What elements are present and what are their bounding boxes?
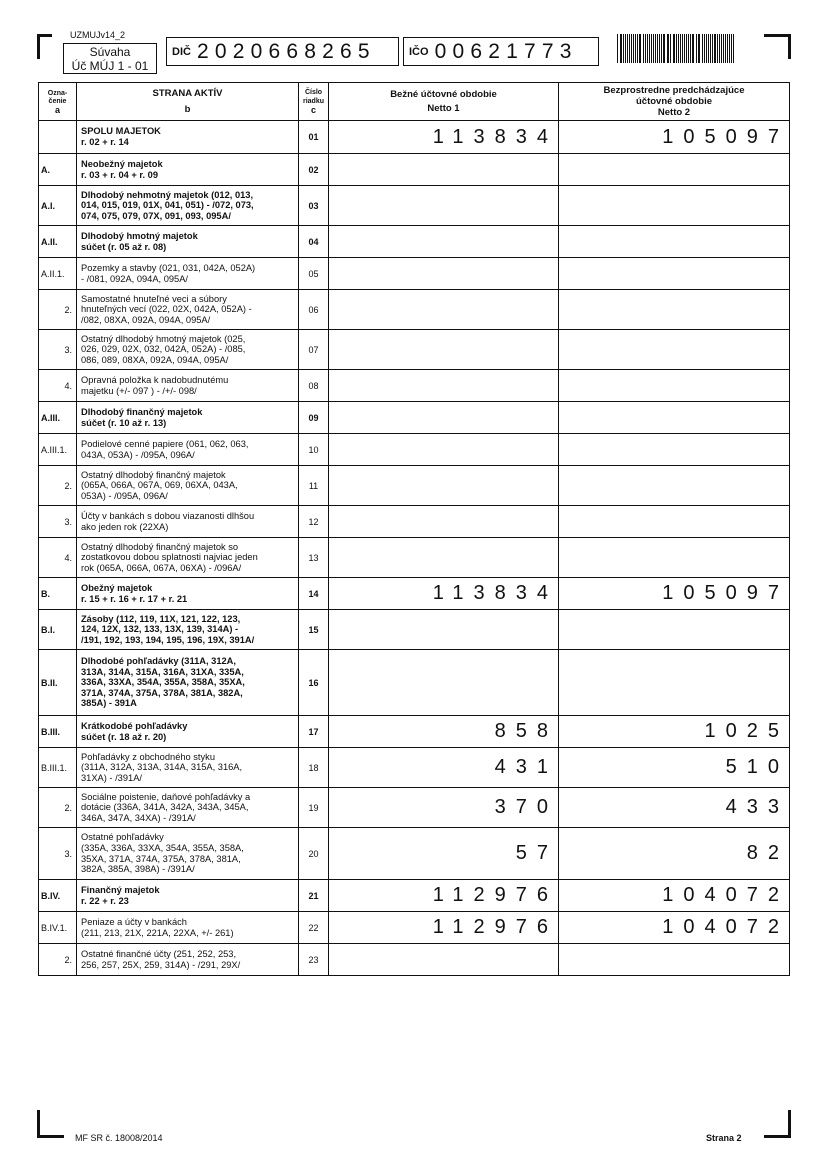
row-number: 07 [299, 330, 329, 370]
row-number: 19 [299, 788, 329, 828]
row-description: Ostatný dlhodobý finančný majetok (065A, 066A, 067A, 069, 06XA, 043A, 053A) - /095A, 096A/ [77, 466, 299, 506]
value-current-period[interactable] [329, 650, 559, 716]
value-prior-period[interactable] [559, 154, 790, 186]
row-number: 17 [299, 716, 329, 748]
table-row [39, 880, 790, 912]
row-number: 01 [299, 121, 329, 154]
row-number: 20 [299, 828, 329, 880]
row-number: 22 [299, 912, 329, 944]
row-description: Ostatný dlhodobý hmotný majetok (025, 026, 029, 02X, 032, 042A, 052A) - /085, 086, 089, 08XA, 092A, 094A, 095A/ [77, 330, 299, 370]
value-prior-period[interactable]: 510 [559, 748, 790, 788]
row-mark: A.III. [39, 402, 77, 434]
barcode-bar [617, 34, 618, 63]
table-row [39, 788, 790, 828]
value-prior-period[interactable] [559, 466, 790, 506]
value-prior-period[interactable] [559, 506, 790, 538]
barcode-bar [670, 34, 671, 63]
table-row [39, 370, 790, 402]
barcode-bar [699, 34, 700, 63]
row-description: Účty v bankách s dobou viazanosti dlhšou ako jeden rok (22XA) [77, 506, 299, 538]
barcode-bar [651, 34, 652, 63]
row-mark: 2. [39, 788, 77, 828]
row-number: 21 [299, 880, 329, 912]
ico-box [403, 37, 599, 66]
value-current-period[interactable] [329, 330, 559, 370]
corner-mark-top-right [764, 34, 791, 59]
row-mark: 2. [39, 290, 77, 330]
row-description: Zásoby (112, 119, 11X, 121, 122, 123, 124, 12X, 132, 133, 13X, 139, 314A) - /191, 192, 193, 194, 195, 196, 19X, 391A/ [77, 610, 299, 650]
row-description: Dlhodobé pohľadávky (311A, 312A, 313A, 314A, 315A, 316A, 31XA, 335A, 336A, 33XA, 354A, 355A, 358A, 35XA, 371A, 374A, 375A, 378A, 381A, 382A, 385A) - 391A [77, 650, 299, 716]
table-row [39, 434, 790, 466]
barcode-bar [631, 34, 632, 63]
col-header-current: Bežné účtovné obdobie Netto 1 [329, 83, 559, 121]
corner-mark-top-left [37, 34, 52, 59]
row-description: Sociálne poistenie, daňové pohľadávky a dotácie (336A, 341A, 342A, 343A, 345A, 346A, 347A, 34XA) - /391A/ [77, 788, 299, 828]
barcode-bar [693, 34, 694, 63]
assets-table [38, 82, 790, 976]
table-row [39, 716, 790, 748]
dic-box [166, 37, 399, 66]
footer-page-number: Strana 2 [706, 1133, 742, 1143]
table-header-row [39, 83, 790, 121]
row-mark: B.IV.1. [39, 912, 77, 944]
value-current-period[interactable] [329, 370, 559, 402]
barcode [617, 34, 735, 63]
sheet-title-box [63, 43, 157, 74]
barcode-bar [625, 34, 626, 63]
row-number: 15 [299, 610, 329, 650]
corner-mark-bottom-left [37, 1110, 64, 1138]
value-current-period[interactable] [329, 226, 559, 258]
form-code: UZMUJv14_2 [70, 30, 126, 40]
row-mark: B.III.1. [39, 748, 77, 788]
row-mark [39, 121, 77, 154]
table-row [39, 650, 790, 716]
row-mark: 2. [39, 944, 77, 976]
row-description: Opravná položka k nadobudnutému majetku (+/- 097 ) - /+/- 098/ [77, 370, 299, 402]
row-mark: A.I. [39, 186, 77, 226]
row-number: 14 [299, 578, 329, 610]
row-number: 05 [299, 258, 329, 290]
row-number: 18 [299, 748, 329, 788]
table-row [39, 912, 790, 944]
row-number: 08 [299, 370, 329, 402]
value-current-period[interactable] [329, 610, 559, 650]
table-row [39, 226, 790, 258]
value-prior-period[interactable] [559, 226, 790, 258]
barcode-bar [643, 34, 644, 63]
row-mark: 3. [39, 330, 77, 370]
table-row [39, 402, 790, 434]
col-header-mark: Ozna- čenie a [39, 83, 77, 121]
value-prior-period[interactable]: 104072 [559, 880, 790, 912]
table-row [39, 186, 790, 226]
barcode-bar [702, 34, 703, 63]
value-prior-period[interactable]: 1025 [559, 716, 790, 748]
value-prior-period[interactable]: 82 [559, 828, 790, 880]
value-prior-period[interactable] [559, 290, 790, 330]
row-number: 06 [299, 290, 329, 330]
row-mark: 3. [39, 828, 77, 880]
sheet-title-line1: Súvaha [89, 45, 131, 59]
row-description: Dlhodobý nehmotný majetok (012, 013, 014, 015, 019, 01X, 041, 051) - /072, 073, 074, 075, 079, 07X, 091, 093, 095A/ [77, 186, 299, 226]
table-row [39, 154, 790, 186]
value-current-period[interactable] [329, 290, 559, 330]
col-header-title: STRANA AKTÍV b [77, 83, 299, 121]
row-mark: B. [39, 578, 77, 610]
value-current-period[interactable]: 112976 [329, 912, 559, 944]
value-prior-period[interactable] [559, 186, 790, 226]
value-prior-period[interactable] [559, 650, 790, 716]
value-prior-period[interactable] [559, 402, 790, 434]
footer-reference: MF SR č. 18008/2014 [75, 1133, 163, 1143]
value-current-period[interactable]: 112976 [329, 880, 559, 912]
row-mark: B.III. [39, 716, 77, 748]
value-current-period[interactable] [329, 538, 559, 578]
table-row [39, 538, 790, 578]
value-prior-period[interactable] [559, 370, 790, 402]
barcode-bar [640, 34, 641, 63]
value-prior-period[interactable] [559, 330, 790, 370]
row-description: Samostatné hnuteľné veci a súbory hnuteľných vecí (022, 02X, 042A, 052A) - /082, 08XA, 092A, 094A, 095A/ [77, 290, 299, 330]
row-number: 12 [299, 506, 329, 538]
row-mark: B.I. [39, 610, 77, 650]
value-prior-period[interactable] [559, 538, 790, 578]
barcode-bar [657, 34, 658, 63]
row-number: 23 [299, 944, 329, 976]
table-row [39, 828, 790, 880]
table-row [39, 610, 790, 650]
value-prior-period[interactable] [559, 610, 790, 650]
table-row [39, 290, 790, 330]
row-mark: B.II. [39, 650, 77, 716]
row-mark: B.IV. [39, 880, 77, 912]
corner-mark-bottom-right [764, 1110, 791, 1138]
row-mark: 4. [39, 370, 77, 402]
table-row [39, 578, 790, 610]
barcode-bar [710, 34, 711, 63]
value-current-period[interactable] [329, 434, 559, 466]
row-number: 02 [299, 154, 329, 186]
value-prior-period[interactable]: 105097 [559, 121, 790, 154]
row-number: 16 [299, 650, 329, 716]
row-mark: 3. [39, 506, 77, 538]
table-row [39, 330, 790, 370]
table-row [39, 121, 790, 154]
table-row [39, 944, 790, 976]
table-row [39, 258, 790, 290]
value-current-period[interactable]: 113834 [329, 121, 559, 154]
row-number: 03 [299, 186, 329, 226]
barcode-bar [731, 34, 732, 63]
value-current-period[interactable]: 113834 [329, 578, 559, 610]
row-description: Pozemky a stavby (021, 031, 042A, 052A) - /081, 092A, 094A, 095A/ [77, 258, 299, 290]
row-number: 13 [299, 538, 329, 578]
barcode-bar [680, 34, 681, 63]
barcode-bar [725, 34, 726, 63]
row-description: Ostatné pohľadávky (335A, 336A, 33XA, 354A, 355A, 358A, 35XA, 371A, 374A, 375A, 378A, 381A, 382A, 385A, 398A) - /391A/ [77, 828, 299, 880]
value-current-period[interactable] [329, 154, 559, 186]
row-description: Ostatné finančné účty (251, 252, 253, 256, 257, 25X, 259, 314A) - /291, 29X/ [77, 944, 299, 976]
barcode-bar [664, 34, 665, 63]
row-mark: 4. [39, 538, 77, 578]
table-row [39, 748, 790, 788]
value-current-period[interactable]: 57 [329, 828, 559, 880]
value-current-period[interactable] [329, 944, 559, 976]
row-number: 10 [299, 434, 329, 466]
row-description: Peniaze a účty v bankách (211, 213, 21X, 221A, 22XA, +/- 261) [77, 912, 299, 944]
row-description: Neobežný majetok r. 03 + r. 04 + r. 09 [77, 154, 299, 186]
value-prior-period[interactable] [559, 434, 790, 466]
value-prior-period[interactable] [559, 258, 790, 290]
row-description: SPOLU MAJETOK r. 02 + r. 14 [77, 121, 299, 154]
row-mark: 2. [39, 466, 77, 506]
row-description: Ostatný dlhodobý finančný majetok so zostatkovou dobou splatnosti najviac jeden rok (065A, 066A, 067A, 06XA) - /096A/ [77, 538, 299, 578]
row-number: 09 [299, 402, 329, 434]
row-description: Krátkodobé pohľadávky súčet (r. 18 až r. 20) [77, 716, 299, 748]
row-description: Dlhodobý finančný majetok súčet (r. 10 až r. 13) [77, 402, 299, 434]
value-current-period[interactable] [329, 186, 559, 226]
value-prior-period[interactable]: 433 [559, 788, 790, 828]
value-prior-period[interactable]: 104072 [559, 912, 790, 944]
sheet-title-line2: Úč MÚJ 1 - 01 [71, 59, 149, 73]
value-current-period[interactable]: 858 [329, 716, 559, 748]
row-mark: A.II.1. [39, 258, 77, 290]
value-prior-period[interactable] [559, 944, 790, 976]
value-current-period[interactable] [329, 258, 559, 290]
value-current-period[interactable] [329, 506, 559, 538]
value-current-period[interactable] [329, 402, 559, 434]
row-number: 04 [299, 226, 329, 258]
ico-label: IČO [409, 45, 429, 58]
barcode-bar [686, 34, 687, 63]
barcode-bar [719, 34, 720, 63]
value-current-period[interactable]: 370 [329, 788, 559, 828]
row-mark: A. [39, 154, 77, 186]
dic-value[interactable]: 2020668265 [196, 39, 376, 63]
value-current-period[interactable] [329, 466, 559, 506]
row-mark: A.II. [39, 226, 77, 258]
row-description: Obežný majetok r. 15 + r. 16 + r. 17 + r. 21 [77, 578, 299, 610]
dic-label: DIČ [172, 45, 191, 58]
table-row [39, 466, 790, 506]
value-current-period[interactable]: 431 [329, 748, 559, 788]
row-number: 11 [299, 466, 329, 506]
col-header-prior: Bezprostredne predchádzajúce účtovné obdobie Netto 2 [559, 83, 790, 121]
table-row [39, 506, 790, 538]
ico-value[interactable]: 00621773 [434, 39, 578, 63]
row-description: Finančný majetok r. 22 + r. 23 [77, 880, 299, 912]
row-description: Pohľadávky z obchodného styku (311A, 312A, 313A, 314A, 315A, 316A, 31XA) - /391A/ [77, 748, 299, 788]
row-description: Podielové cenné papiere (061, 062, 063, 043A, 053A) - /095A, 096A/ [77, 434, 299, 466]
value-prior-period[interactable]: 105097 [559, 578, 790, 610]
row-description: Dlhodobý hmotný majetok súčet (r. 05 až r. 08) [77, 226, 299, 258]
col-header-row-no: Číslo riadku c [299, 83, 329, 121]
row-mark: A.III.1. [39, 434, 77, 466]
